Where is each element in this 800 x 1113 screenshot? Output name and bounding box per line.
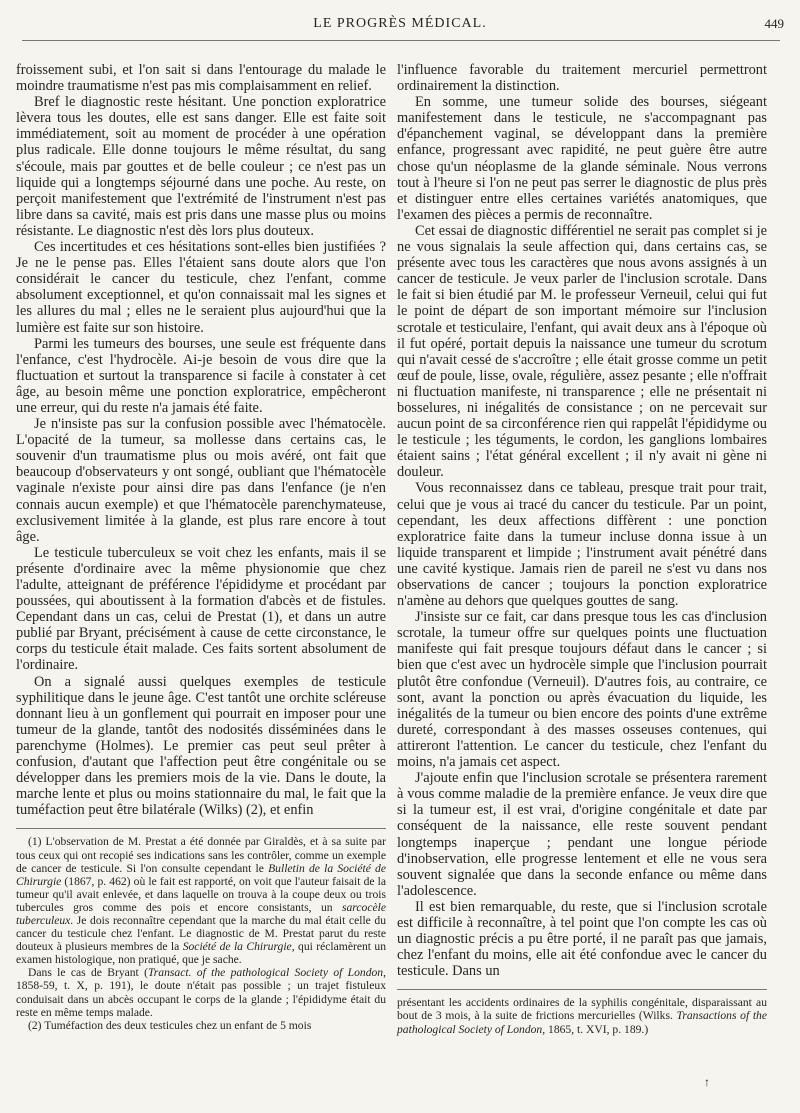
footnote-2-continued: présentant les accidents ordinaires de la syphilis congénitale, disparaissant au bout de 3 mois, à la suite de frictions mercurielles (Wilks. Transactions of the pathological Society of London, 1865, t. XVI, p. 189.) (397, 996, 768, 1036)
paragraph: Vous reconnaissez dans ce tableau, presque trait pour trait, celui que je vous ai tracé du cancer du testicule. Par un point, cependant, les deux affections diffèrent : une ponction exploratrice faite dans la tumeur incluse donna issue à un liquide transparent et limpide ; l'instrument avait pénétré dans une cavité kystique. Jamais rien de pareil ne s'est vu dans nos observations de cancer ; toujours la ponction exploratrice n'amène au dehors que quelques gouttes de sang. (397, 480, 767, 610)
paragraph: Il est bien remarquable, du reste, que si l'inclusion scrotale est difficile à reconnaître, à tel point que l'on compte les cas où un diagnostic précis a pu être porté, il ne paraît pas que jamais, chez l'enfant du moins, elle ait été confondue avec le cancer du testicule. Dans un (397, 898, 767, 980)
paragraph: Bref le diagnostic reste hésitant. Une ponction exploratrice lèvera tous les doutes, elle est sans danger. Elle est faite soit immédiatement, soit au moment de procéder à une opération plus radicale. Elle donne toujours le même résultat, du sang s'écoule, mais par gouttes et de belle couleur ; ce n'est pas un liquide qui a longtemps séjourné dans une poche. Au reste, on perçoit manifestement que l'extrémité de l'instrument n'est pas libre dans sa cavité, mais est pris dans une masse plus ou moins résistante. Le diagnostic n'est dès lors plus douteux. (16, 94, 386, 239)
footnote-1-continued: Dans le cas de Bryant (Transact. of the pathological Society of London, 1858-59, t. X, p. 191), le doute n'était pas possible ; un trajet fistuleux conduisait dans un abcès occupant le corps de la glande ; l'épididyme était du reste en même temps malade. (16, 966, 386, 1019)
paragraph: Ces incertitudes et ces hésitations sont-elles bien justifiées ? Je ne le pense pas. Elles l'étaient sans doute alors que l'on considérait le cancer du testicule, chez l'enfant, comme absolument exceptionnel, et qu'on connaissait mal les signes et les allures du mal ; elles ne le seraient plus aujourd'hui que la lumière est faite sur son histoire. (16, 239, 386, 336)
paragraph: Je n'insiste pas sur la confusion possible avec l'hématocèle. L'opacité de la tumeur, sa mollesse dans certains cas, le souvenir d'un traumatisme plus ou mois avéré, ont fait que beaucoup d'observateurs y ont songé, oubliant que l'hématocèle vaginale n'existe pour ainsi dire pas dans l'enfance (je n'en connais aucun exemple) et que l'hématocèle parenchymateuse, exclusivement limitée à la glande, est plus rare encore à tout âge. (16, 416, 386, 545)
paragraph: l'influence favorable du traitement mercuriel permettront ordinairement la distinction. (397, 62, 767, 95)
paragraph: Cet essai de diagnostic différentiel ne serait pas complet si je ne vous signalais la seule affection qui, dans certains cas, se présente avec tous les caractères que nous avons assignés à un cancer de testicule. Je veux parler de l'inclusion scrotale. Dans le fait si bien étudié par M. le professeur Verneuil, celui qui fut le point de départ de son important mémoire sur l'inclusion scrotale et testiculaire, l'enfant, qui avait deux ans à l'époque où il fut opéré, portait depuis la naissance une tumeur du scrotum qui n'avait cessé de s'accroître ; elle était grosse comme un petit œuf de poule, lisse, ovale, régulière, assez pesante ; elle n'offrait ni fluctuation manifeste, ni transparence ; elle ne présentait ni bosselures, ni inégalités de consistance ; on ne percevait sur aucun point de sa circonférence rien qui rappelât l'épididyme ou le testicule ; les téguments, le cordon, les ganglions lombaires étaient sains ; l'état général excellent ; il n'y avait ni gène ni douleur. (397, 222, 767, 481)
footnote-2: (2) Tuméfaction des deux testicules chez un enfant de 5 mois (28, 1018, 312, 1032)
page-header (0, 16, 800, 36)
paragraph: Parmi les tumeurs des bourses, une seule est fréquente dans l'enfance, c'est l'hydrocèle. Ai-je besoin de vous dire que la fluctuation et surtout la transparence si facile à constater à cet âge, au besoin même une ponction exploratrice, empêcheront une erreur, qui du reste n'a jamais été faite. (16, 335, 386, 416)
paragraph: Le testicule tuberculeux se voit chez les enfants, mais il se présente d'ordinaire avec la même physionomie que chez l'adulte, atteignant de préférence l'épididyme et procédant par poussées, qui aboutissent à la formation d'abcès et de fistules. Cependant dans un cas, celui de Prestat (1), et dans un autre publié par Bryant, précisément à cause de cette circonstance, le corps du testicule était malade. Ces faits sortent absolument de l'ordinaire. (16, 544, 386, 674)
header-rule (22, 40, 780, 41)
paragraph: En somme, une tumeur solide des bourses, siégeant manifestement dans le testicule, ne s'accompagnant pas d'épanchement vaginal, se développant dans la première enfance, progressant avec rapidité, ne peut guère être autre chose qu'un néoplasme de la glande séminale. Nous verrons tout à l'heure si l'on ne peut pas serrer le diagnostic de plus près et distinguer entre elles certaines variétés anatomiques, que l'examen des pièces a permis de reconnaître. (397, 94, 767, 223)
footnote-1: (1) L'observation de M. Prestat a été donnée par Giraldès, et à sa suite par tous ceux qui ont recopié ses indications sans les contrôler, comme un exemple de cancer de testicule. Si l'on consulte cependant le Bulletin de la Société de Chirurgie (1867, p. 462) où le fait est rapporté, on voit que l'auteur faisait de la tumeur qu'il avait enlevée, et dans laquelle on trouva à la coupe deux ou trois tubercules gros comme des pois et encore consistants, un sarcocèle tuberculeux. Je dois reconnaître cependant que la marche du mal était celle du cancer du testicule chez l'enfant. Le diagnostic de M. Prestat parut du reste douteux à plusieurs membres de la Société de la Chirurgie, qui réclamèrent un examen histologique, non pratiqué, que je sache. (16, 835, 387, 967)
paragraph: On a signalé aussi quelques exemples de testicule syphilitique dans le jeune âge. C'est tantôt une orchite scléreuse donnant lieu à un gonflement qui pourrait en imposer pour une tumeur de la glande, tantôt des nodosités disséminées dans le parenchyme (Holmes). Le premier cas peut seul prêter à confusion, d'autant que l'affection peut être congénitale ou se développer dans les premiers mois de la vie. Dans le doute, la marche lente et plus ou moins stationnaire du mal, le fait que la tuméfaction peut être bilatérale (Wilks) (2), et enfin (16, 673, 386, 819)
running-title: LE PROGRÈS MÉDICAL. (313, 16, 487, 31)
bottom-mark: ↑ (704, 1075, 710, 1089)
paragraph: froissement subi, et l'on sait si dans l'entourage du malade le moindre traumatisme n'est pas mis complaisamment en relief. (16, 62, 386, 95)
footnote-rule (397, 989, 767, 990)
footnote-rule (16, 828, 386, 829)
paragraph: J'insiste sur ce fait, car dans presque tous les cas d'inclusion scrotale, la tumeur offre sur quelques points une fluctuation manifeste qui fait presque toujours défaut dans le cancer ; si bien que c'est avec un hydrocèle simple que l'inclusion pourrait plutôt être confondue (Verneuil). D'autres fois, au contraire, ce sont, avant la ponction ou après évacuation du liquide, les inégalités de la tumeur ou bien encore des points d'une extrême dureté, correspondant à des masses osseuses contenues, qui attireront l'attention. Le cancer du testicule, chez l'enfant du moins, n'a jamais cet aspect. (397, 609, 767, 771)
paragraph: J'ajoute enfin que l'inclusion scrotale se présentera rarement à vous comme maladie de la première enfance. Je veux dire que si la tumeur est, il est vrai, d'origine congénitale et date par conséquent de la naissance, elle reste souvent pendant longtemps inaperçue ; pendant une longue période d'inobservation, elle progresse lentement et elle ne vous sera souvent signalée que dans la seconde enfance ou même dans l'adolescence. (397, 770, 767, 899)
right-column (397, 62, 767, 1036)
footnotes (397, 996, 767, 1035)
footnotes (16, 835, 386, 1031)
page-number: 449 (764, 16, 784, 31)
left-column (16, 62, 386, 1032)
